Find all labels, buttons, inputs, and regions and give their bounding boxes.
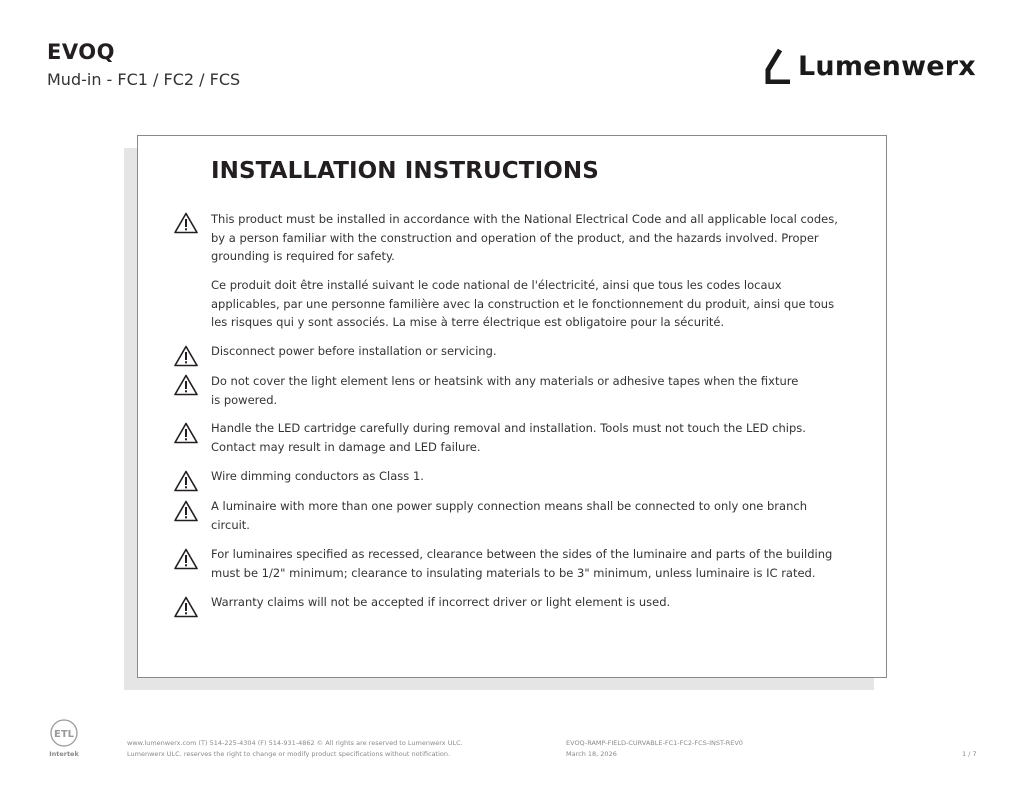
warning-text-french: Ce produit doit être installé suivant le code national de l'électricité, ainsi que tous les codes locaux applicables, par une personne familière avec la construction et le fonctionnement du produit, ainsi que tous les risques qui y sont associés. La mise à terre électrique est obligatoire pour la sécurité.: [211, 278, 835, 329]
warning-text: Handle the LED cartridge carefully during removal and installation. Tools must not touch the LED chips. Contact may result in damage and LED failure.: [211, 421, 806, 454]
footer-doc-code: EVOQ-RAMP-FIELD-CURVABLE-FC1-FC2-FCS-INST-REV0: [566, 739, 743, 747]
etl-certification-mark: [44, 716, 84, 758]
intertek-label: Intertek: [49, 750, 79, 758]
warning-text: Do not cover the light element lens or heatsink with any materials or adhesive tapes when the fixture is powered.: [211, 374, 799, 407]
warning-text: For luminaires specified as recessed, clearance between the sides of the luminaire and parts of the building must be 1/2" minimum; clearance to insulating materials to be 3" minimum, unless luminaire is IC rated.: [211, 547, 833, 580]
document-subtitle: Mud-in - FC1 / FC2 / FCS: [47, 70, 241, 89]
footer-contact: www.lumenwerx.com (T) 514-225-4304 (F) 514-931-4862 © All rights are reserved to Lumenwerx ULC.: [127, 739, 463, 747]
warning-triangle-icon: [174, 596, 198, 618]
warning-text: Disconnect power before installation or servicing.: [211, 344, 497, 358]
warning-triangle-icon: [174, 470, 198, 492]
warning-triangle-icon: [174, 500, 198, 522]
section-heading: INSTALLATION INSTRUCTIONS: [211, 158, 599, 184]
warning-text: Warranty claims will not be accepted if incorrect driver or light element is used.: [211, 595, 671, 609]
document-title: EVOQ: [47, 40, 115, 64]
warning-text: This product must be installed in accordance with the National Electrical Code and all applicable local codes, by a person familiar with the construction and operation of the product, and the hazards involved. Proper grounding is required for safety.: [211, 212, 838, 263]
warning-triangle-icon: [174, 374, 198, 396]
warning-triangle-icon: [174, 548, 198, 570]
footer-rights: Lumenwerx ULC. reserves the right to change or modify product specifications without notification.: [127, 750, 451, 758]
logo-wordmark: Lumenwerx: [798, 50, 976, 82]
warning-text: A luminaire with more than one power supply connection means shall be connected to only one branch circuit.: [211, 499, 807, 532]
footer-date: March 18, 2026: [566, 750, 617, 758]
lumenwerx-logo: [764, 48, 976, 84]
warning-triangle-icon: [174, 212, 198, 234]
warning-triangle-icon: [174, 422, 198, 444]
warning-triangle-icon: [174, 345, 198, 367]
warning-text: Wire dimming conductors as Class 1.: [211, 469, 424, 483]
footer-page-number: 1 / 7: [962, 750, 977, 758]
lumenwerx-logo-icon: [764, 48, 792, 84]
cert-mark-label: ETL: [53, 729, 75, 740]
